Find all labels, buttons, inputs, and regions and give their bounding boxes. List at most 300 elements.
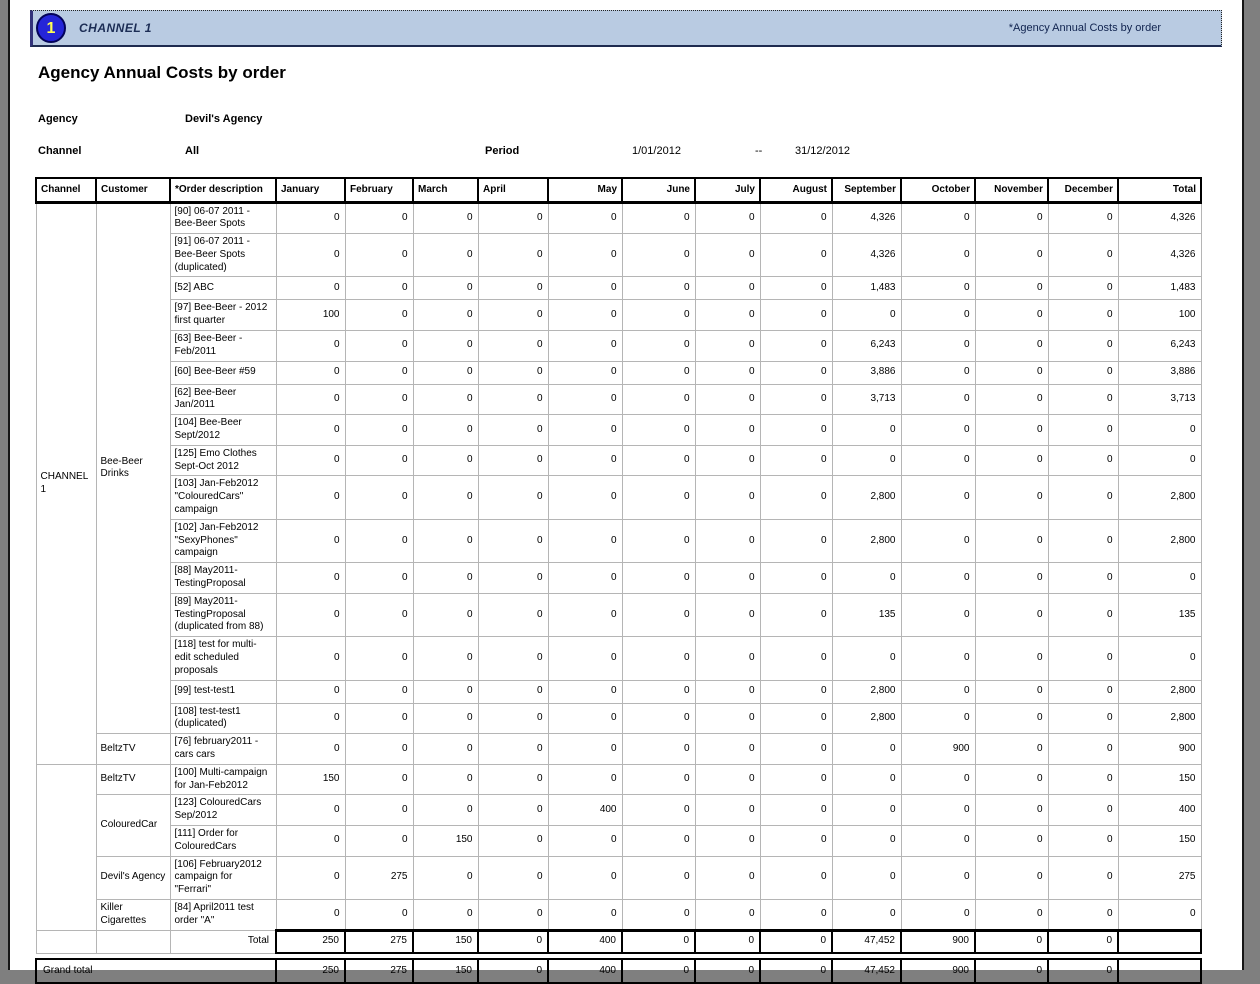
month-value-cell: 0 bbox=[548, 680, 622, 703]
totals-month-value: 0 bbox=[622, 930, 695, 953]
month-value-cell: 0 bbox=[345, 899, 413, 930]
month-value-cell: 0 bbox=[901, 680, 975, 703]
totals-total-value bbox=[1118, 930, 1201, 953]
month-value-cell: 0 bbox=[276, 637, 345, 680]
month-value-cell: 2,800 bbox=[832, 476, 901, 519]
month-value-cell: 0 bbox=[622, 899, 695, 930]
month-value-cell: 0 bbox=[478, 445, 548, 476]
month-value-cell: 0 bbox=[695, 331, 760, 362]
month-value-cell: 0 bbox=[760, 795, 832, 826]
month-value-cell: 0 bbox=[622, 795, 695, 826]
month-value-cell: 0 bbox=[548, 764, 622, 795]
order-description-cell: [104] Bee-Beer Sept/2012 bbox=[170, 415, 276, 446]
month-value-cell: 0 bbox=[975, 331, 1048, 362]
agency-value: Devil's Agency bbox=[185, 113, 263, 125]
month-value-cell: 0 bbox=[276, 331, 345, 362]
month-value-cell: 0 bbox=[901, 361, 975, 384]
month-value-cell: 0 bbox=[1048, 680, 1118, 703]
grand-total-month-value: 275 bbox=[345, 959, 413, 983]
col-header--order-description: *Order description bbox=[170, 178, 276, 202]
col-header-december: December bbox=[1048, 178, 1118, 202]
order-description-cell: [100] Multi-campaign for Jan-Feb2012 bbox=[170, 764, 276, 795]
month-value-cell: 0 bbox=[276, 856, 345, 899]
order-description-cell: [60] Bee-Beer #59 bbox=[170, 361, 276, 384]
month-value-cell: 0 bbox=[1048, 764, 1118, 795]
month-value-cell: 0 bbox=[695, 415, 760, 446]
order-row bbox=[36, 825, 1201, 856]
order-description-cell: [102] Jan-Feb2012 "SexyPhones" campaign bbox=[170, 519, 276, 562]
order-row bbox=[36, 519, 1201, 562]
channel-band bbox=[30, 10, 1222, 47]
customer-cell: Bee-Beer Drinks bbox=[96, 202, 170, 734]
month-value-cell: 0 bbox=[413, 415, 478, 446]
month-value-cell: 0 bbox=[478, 764, 548, 795]
month-value-cell: 0 bbox=[413, 703, 478, 734]
month-value-cell: 0 bbox=[345, 234, 413, 277]
month-value-cell: 0 bbox=[975, 637, 1048, 680]
month-value-cell: 0 bbox=[622, 476, 695, 519]
channel-filter-row bbox=[38, 145, 1242, 157]
order-row bbox=[36, 680, 1201, 703]
month-value-cell: 0 bbox=[548, 445, 622, 476]
month-value-cell: 0 bbox=[695, 795, 760, 826]
month-value-cell: 0 bbox=[478, 825, 548, 856]
month-value-cell: 0 bbox=[1048, 331, 1118, 362]
month-value-cell: 0 bbox=[975, 415, 1048, 446]
month-value-cell: 0 bbox=[695, 563, 760, 594]
customer-cell: BeltzTV bbox=[96, 764, 170, 795]
month-value-cell: 0 bbox=[413, 680, 478, 703]
month-value-cell: 0 bbox=[1048, 637, 1118, 680]
filters-section bbox=[38, 113, 1242, 157]
order-description-cell: [89] May2011-TestingProposal (duplicated from 88) bbox=[170, 593, 276, 636]
month-value-cell: 1,483 bbox=[832, 277, 901, 300]
month-value-cell: 0 bbox=[548, 300, 622, 331]
month-value-cell: 0 bbox=[548, 361, 622, 384]
month-value-cell: 0 bbox=[832, 825, 901, 856]
col-header-channel: Channel bbox=[36, 178, 96, 202]
month-value-cell: 0 bbox=[1048, 277, 1118, 300]
month-value-cell: 0 bbox=[413, 384, 478, 415]
grand-total-total-value bbox=[1118, 959, 1201, 983]
month-value-cell: 0 bbox=[548, 637, 622, 680]
col-header-customer: Customer bbox=[96, 178, 170, 202]
month-value-cell: 2,800 bbox=[832, 519, 901, 562]
row-total-value-cell: 0 bbox=[1118, 415, 1201, 446]
grand-total-month-value: 900 bbox=[901, 959, 975, 983]
band-number-badge: 1 bbox=[36, 13, 66, 43]
month-value-cell: 6,243 bbox=[832, 331, 901, 362]
month-value-cell: 0 bbox=[622, 703, 695, 734]
month-value-cell: 0 bbox=[695, 899, 760, 930]
month-value-cell: 0 bbox=[413, 361, 478, 384]
order-description-cell: [91] 06-07 2011 - Bee-Beer Spots (duplicated) bbox=[170, 234, 276, 277]
month-value-cell: 3,713 bbox=[832, 384, 901, 415]
month-value-cell: 0 bbox=[695, 300, 760, 331]
month-value-cell: 0 bbox=[413, 445, 478, 476]
month-value-cell: 0 bbox=[901, 563, 975, 594]
col-header-august: August bbox=[760, 178, 832, 202]
month-value-cell: 0 bbox=[413, 593, 478, 636]
totals-month-value: 0 bbox=[478, 930, 548, 953]
month-value-cell: 0 bbox=[1048, 734, 1118, 765]
row-total-value-cell: 0 bbox=[1118, 445, 1201, 476]
month-value-cell: 0 bbox=[760, 277, 832, 300]
month-value-cell: 0 bbox=[276, 795, 345, 826]
month-value-cell: 0 bbox=[276, 277, 345, 300]
month-value-cell: 0 bbox=[276, 899, 345, 930]
agency-label: Agency bbox=[38, 113, 78, 125]
month-value-cell: 0 bbox=[695, 856, 760, 899]
month-value-cell: 0 bbox=[901, 415, 975, 446]
month-value-cell: 0 bbox=[901, 384, 975, 415]
order-row bbox=[36, 856, 1201, 899]
month-value-cell: 0 bbox=[760, 703, 832, 734]
row-total-value-cell: 1,483 bbox=[1118, 277, 1201, 300]
month-value-cell: 0 bbox=[760, 825, 832, 856]
order-description-cell: [76] february2011 - cars cars bbox=[170, 734, 276, 765]
month-value-cell: 0 bbox=[901, 703, 975, 734]
month-value-cell: 0 bbox=[622, 856, 695, 899]
month-value-cell: 0 bbox=[345, 795, 413, 826]
order-description-cell: [111] Order for ColouredCars bbox=[170, 825, 276, 856]
col-header-july: July bbox=[695, 178, 760, 202]
month-value-cell: 0 bbox=[413, 764, 478, 795]
month-value-cell: 0 bbox=[345, 680, 413, 703]
month-value-cell: 0 bbox=[901, 764, 975, 795]
order-description-cell: [99] test-test1 bbox=[170, 680, 276, 703]
month-value-cell: 0 bbox=[975, 856, 1048, 899]
totals-month-value: 150 bbox=[413, 930, 478, 953]
period-separator: -- bbox=[755, 145, 763, 157]
month-value-cell: 0 bbox=[975, 703, 1048, 734]
row-total-value-cell: 400 bbox=[1118, 795, 1201, 826]
month-value-cell: 100 bbox=[276, 300, 345, 331]
totals-month-value: 400 bbox=[548, 930, 622, 953]
month-value-cell: 0 bbox=[478, 563, 548, 594]
month-value-cell: 0 bbox=[760, 734, 832, 765]
month-value-cell: 0 bbox=[760, 563, 832, 594]
order-row bbox=[36, 734, 1201, 765]
month-value-cell: 0 bbox=[975, 202, 1048, 234]
month-value-cell: 0 bbox=[901, 277, 975, 300]
month-value-cell: 0 bbox=[548, 331, 622, 362]
row-total-value-cell: 2,800 bbox=[1118, 680, 1201, 703]
order-description-cell: [52] ABC bbox=[170, 277, 276, 300]
month-value-cell: 0 bbox=[975, 519, 1048, 562]
month-value-cell: 0 bbox=[695, 703, 760, 734]
month-value-cell: 0 bbox=[901, 202, 975, 234]
month-value-cell: 0 bbox=[345, 277, 413, 300]
month-value-cell: 3,886 bbox=[832, 361, 901, 384]
totals-row-label: Total bbox=[170, 930, 276, 953]
grand-total-month-value: 0 bbox=[478, 959, 548, 983]
month-value-cell: 0 bbox=[276, 593, 345, 636]
month-value-cell: 0 bbox=[832, 300, 901, 331]
order-description-cell: [106] February2012 campaign for "Ferrari" bbox=[170, 856, 276, 899]
order-row bbox=[36, 331, 1201, 362]
col-header-october: October bbox=[901, 178, 975, 202]
month-value-cell: 0 bbox=[695, 519, 760, 562]
month-value-cell: 0 bbox=[478, 331, 548, 362]
month-value-cell: 0 bbox=[345, 637, 413, 680]
month-value-cell: 0 bbox=[695, 277, 760, 300]
month-value-cell: 400 bbox=[548, 795, 622, 826]
totals-month-value: 0 bbox=[760, 930, 832, 953]
period-label: Period bbox=[485, 145, 520, 157]
month-value-cell: 150 bbox=[413, 825, 478, 856]
header-row bbox=[36, 178, 1201, 202]
month-value-cell: 0 bbox=[413, 899, 478, 930]
month-value-cell: 0 bbox=[622, 734, 695, 765]
month-value-cell: 0 bbox=[276, 680, 345, 703]
month-value-cell: 0 bbox=[478, 415, 548, 446]
month-value-cell: 0 bbox=[1048, 384, 1118, 415]
month-value-cell: 0 bbox=[413, 795, 478, 826]
month-value-cell: 4,326 bbox=[832, 202, 901, 234]
month-value-cell: 0 bbox=[901, 519, 975, 562]
month-value-cell: 0 bbox=[760, 764, 832, 795]
grand-total-month-value: 0 bbox=[622, 959, 695, 983]
col-header-march: March bbox=[413, 178, 478, 202]
month-value-cell: 0 bbox=[478, 202, 548, 234]
band-report-name: *Agency Annual Costs by order bbox=[1008, 22, 1161, 34]
month-value-cell: 0 bbox=[1048, 202, 1118, 234]
col-header-september: September bbox=[832, 178, 901, 202]
col-header-april: April bbox=[478, 178, 548, 202]
row-total-value-cell: 135 bbox=[1118, 593, 1201, 636]
month-value-cell: 0 bbox=[478, 361, 548, 384]
col-header-may: May bbox=[548, 178, 622, 202]
month-value-cell: 0 bbox=[345, 331, 413, 362]
month-value-cell: 0 bbox=[975, 384, 1048, 415]
month-value-cell: 0 bbox=[695, 680, 760, 703]
month-value-cell: 0 bbox=[345, 563, 413, 594]
month-value-cell: 0 bbox=[832, 734, 901, 765]
order-row bbox=[36, 300, 1201, 331]
order-description-cell: [123] ColouredCars Sep/2012 bbox=[170, 795, 276, 826]
month-value-cell: 0 bbox=[695, 637, 760, 680]
month-value-cell: 0 bbox=[975, 825, 1048, 856]
month-value-cell: 0 bbox=[622, 593, 695, 636]
row-total-value-cell: 4,326 bbox=[1118, 202, 1201, 234]
month-value-cell: 0 bbox=[760, 476, 832, 519]
month-value-cell: 0 bbox=[760, 899, 832, 930]
month-value-cell: 0 bbox=[622, 637, 695, 680]
month-value-cell: 0 bbox=[760, 637, 832, 680]
month-value-cell: 0 bbox=[832, 899, 901, 930]
month-value-cell: 0 bbox=[548, 277, 622, 300]
month-value-cell: 0 bbox=[975, 277, 1048, 300]
row-total-value-cell: 900 bbox=[1118, 734, 1201, 765]
order-description-cell: [108] test-test1 (duplicated) bbox=[170, 703, 276, 734]
totals-row-empty-cell bbox=[96, 930, 170, 953]
order-row bbox=[36, 593, 1201, 636]
month-value-cell: 0 bbox=[975, 899, 1048, 930]
month-value-cell: 0 bbox=[345, 519, 413, 562]
month-value-cell: 0 bbox=[975, 593, 1048, 636]
order-row bbox=[36, 445, 1201, 476]
row-total-value-cell: 0 bbox=[1118, 563, 1201, 594]
month-value-cell: 4,326 bbox=[832, 234, 901, 277]
month-value-cell: 0 bbox=[1048, 563, 1118, 594]
totals-month-value: 900 bbox=[901, 930, 975, 953]
month-value-cell: 0 bbox=[1048, 445, 1118, 476]
channel-label: Channel bbox=[38, 145, 82, 157]
month-value-cell: 0 bbox=[760, 202, 832, 234]
row-total-value-cell: 150 bbox=[1118, 764, 1201, 795]
month-value-cell: 0 bbox=[276, 415, 345, 446]
month-value-cell: 0 bbox=[760, 445, 832, 476]
grand-total-month-value: 400 bbox=[548, 959, 622, 983]
month-value-cell: 0 bbox=[622, 764, 695, 795]
month-value-cell: 0 bbox=[695, 593, 760, 636]
month-value-cell: 0 bbox=[622, 361, 695, 384]
month-value-cell: 0 bbox=[548, 519, 622, 562]
month-value-cell: 0 bbox=[1048, 795, 1118, 826]
col-header-june: June bbox=[622, 178, 695, 202]
month-value-cell: 0 bbox=[695, 734, 760, 765]
customer-cell: Devil's Agency bbox=[96, 856, 170, 899]
month-value-cell: 0 bbox=[345, 764, 413, 795]
totals-month-value: 250 bbox=[276, 930, 345, 953]
month-value-cell: 0 bbox=[478, 856, 548, 899]
month-value-cell: 0 bbox=[276, 476, 345, 519]
month-value-cell: 0 bbox=[622, 825, 695, 856]
month-value-cell: 0 bbox=[548, 415, 622, 446]
month-value-cell: 0 bbox=[975, 795, 1048, 826]
month-value-cell: 0 bbox=[760, 300, 832, 331]
month-value-cell: 0 bbox=[276, 734, 345, 765]
row-total-value-cell: 2,800 bbox=[1118, 476, 1201, 519]
month-value-cell: 0 bbox=[901, 899, 975, 930]
page-title: Agency Annual Costs by order bbox=[38, 63, 286, 82]
totals-month-value: 0 bbox=[695, 930, 760, 953]
month-value-cell: 0 bbox=[478, 234, 548, 277]
month-value-cell: 0 bbox=[622, 445, 695, 476]
month-value-cell: 0 bbox=[832, 415, 901, 446]
month-value-cell: 0 bbox=[345, 703, 413, 734]
month-value-cell: 0 bbox=[622, 331, 695, 362]
row-total-value-cell: 4,326 bbox=[1118, 234, 1201, 277]
month-value-cell: 0 bbox=[345, 476, 413, 519]
month-value-cell: 0 bbox=[622, 384, 695, 415]
month-value-cell: 0 bbox=[695, 361, 760, 384]
report-page bbox=[8, 0, 1244, 976]
order-description-cell: [125] Emo Clothes Sept-Oct 2012 bbox=[170, 445, 276, 476]
month-value-cell: 0 bbox=[695, 384, 760, 415]
month-value-cell: 0 bbox=[760, 384, 832, 415]
month-value-cell: 0 bbox=[760, 415, 832, 446]
order-description-cell: [103] Jan-Feb2012 "ColouredCars" campaign bbox=[170, 476, 276, 519]
channel-cell: CHANNEL 1 bbox=[36, 202, 96, 764]
month-value-cell: 0 bbox=[1048, 825, 1118, 856]
month-value-cell: 0 bbox=[901, 593, 975, 636]
month-value-cell: 0 bbox=[276, 703, 345, 734]
month-value-cell: 0 bbox=[901, 856, 975, 899]
month-value-cell: 0 bbox=[413, 519, 478, 562]
month-value-cell: 0 bbox=[548, 825, 622, 856]
month-value-cell: 0 bbox=[345, 825, 413, 856]
row-total-value-cell: 0 bbox=[1118, 637, 1201, 680]
month-value-cell: 0 bbox=[975, 300, 1048, 331]
month-value-cell: 0 bbox=[901, 300, 975, 331]
month-value-cell: 0 bbox=[413, 277, 478, 300]
month-value-cell: 0 bbox=[1048, 361, 1118, 384]
order-row bbox=[36, 563, 1201, 594]
month-value-cell: 0 bbox=[478, 593, 548, 636]
month-value-cell: 0 bbox=[901, 476, 975, 519]
month-value-cell: 0 bbox=[1048, 519, 1118, 562]
month-value-cell: 0 bbox=[1048, 300, 1118, 331]
month-value-cell: 0 bbox=[975, 476, 1048, 519]
month-value-cell: 0 bbox=[276, 234, 345, 277]
row-total-value-cell: 0 bbox=[1118, 899, 1201, 930]
month-value-cell: 0 bbox=[548, 899, 622, 930]
month-value-cell: 0 bbox=[975, 445, 1048, 476]
month-value-cell: 0 bbox=[975, 680, 1048, 703]
grand-total-row bbox=[36, 959, 1201, 983]
month-value-cell: 0 bbox=[345, 445, 413, 476]
month-value-cell: 0 bbox=[478, 519, 548, 562]
month-value-cell: 0 bbox=[760, 680, 832, 703]
month-value-cell: 0 bbox=[413, 234, 478, 277]
month-value-cell: 0 bbox=[832, 856, 901, 899]
month-value-cell: 0 bbox=[548, 856, 622, 899]
month-value-cell: 0 bbox=[276, 825, 345, 856]
order-row bbox=[36, 795, 1201, 826]
annual-costs-table bbox=[35, 177, 1202, 984]
order-row bbox=[36, 764, 1201, 795]
month-value-cell: 0 bbox=[975, 234, 1048, 277]
grand-total-month-value: 0 bbox=[695, 959, 760, 983]
month-value-cell: 0 bbox=[760, 593, 832, 636]
month-value-cell: 2,800 bbox=[832, 703, 901, 734]
order-row bbox=[36, 361, 1201, 384]
month-value-cell: 0 bbox=[345, 593, 413, 636]
order-description-cell: [62] Bee-Beer Jan/2011 bbox=[170, 384, 276, 415]
month-value-cell: 0 bbox=[548, 563, 622, 594]
grand-total-month-value: 0 bbox=[760, 959, 832, 983]
row-total-value-cell: 2,800 bbox=[1118, 703, 1201, 734]
month-value-cell: 0 bbox=[478, 734, 548, 765]
month-value-cell: 0 bbox=[478, 795, 548, 826]
grand-total-month-value: 0 bbox=[1048, 959, 1118, 983]
month-value-cell: 0 bbox=[622, 234, 695, 277]
order-row bbox=[36, 415, 1201, 446]
month-value-cell: 0 bbox=[478, 703, 548, 734]
month-value-cell: 0 bbox=[695, 234, 760, 277]
col-header-february: February bbox=[345, 178, 413, 202]
grand-total-month-value: 250 bbox=[276, 959, 345, 983]
month-value-cell: 0 bbox=[478, 899, 548, 930]
totals-month-value: 0 bbox=[975, 930, 1048, 953]
month-value-cell: 135 bbox=[832, 593, 901, 636]
month-value-cell: 0 bbox=[695, 202, 760, 234]
row-total-value-cell: 3,886 bbox=[1118, 361, 1201, 384]
row-total-value-cell: 2,800 bbox=[1118, 519, 1201, 562]
month-value-cell: 0 bbox=[276, 202, 345, 234]
customer-cell: ColouredCar bbox=[96, 795, 170, 856]
month-value-cell: 0 bbox=[622, 563, 695, 594]
grand-total-month-value: 47,452 bbox=[832, 959, 901, 983]
month-value-cell: 0 bbox=[413, 331, 478, 362]
month-value-cell: 0 bbox=[548, 234, 622, 277]
month-value-cell: 0 bbox=[1048, 476, 1118, 519]
customer-cell: Killer Cigarettes bbox=[96, 899, 170, 930]
month-value-cell: 0 bbox=[413, 300, 478, 331]
month-value-cell: 0 bbox=[1048, 899, 1118, 930]
